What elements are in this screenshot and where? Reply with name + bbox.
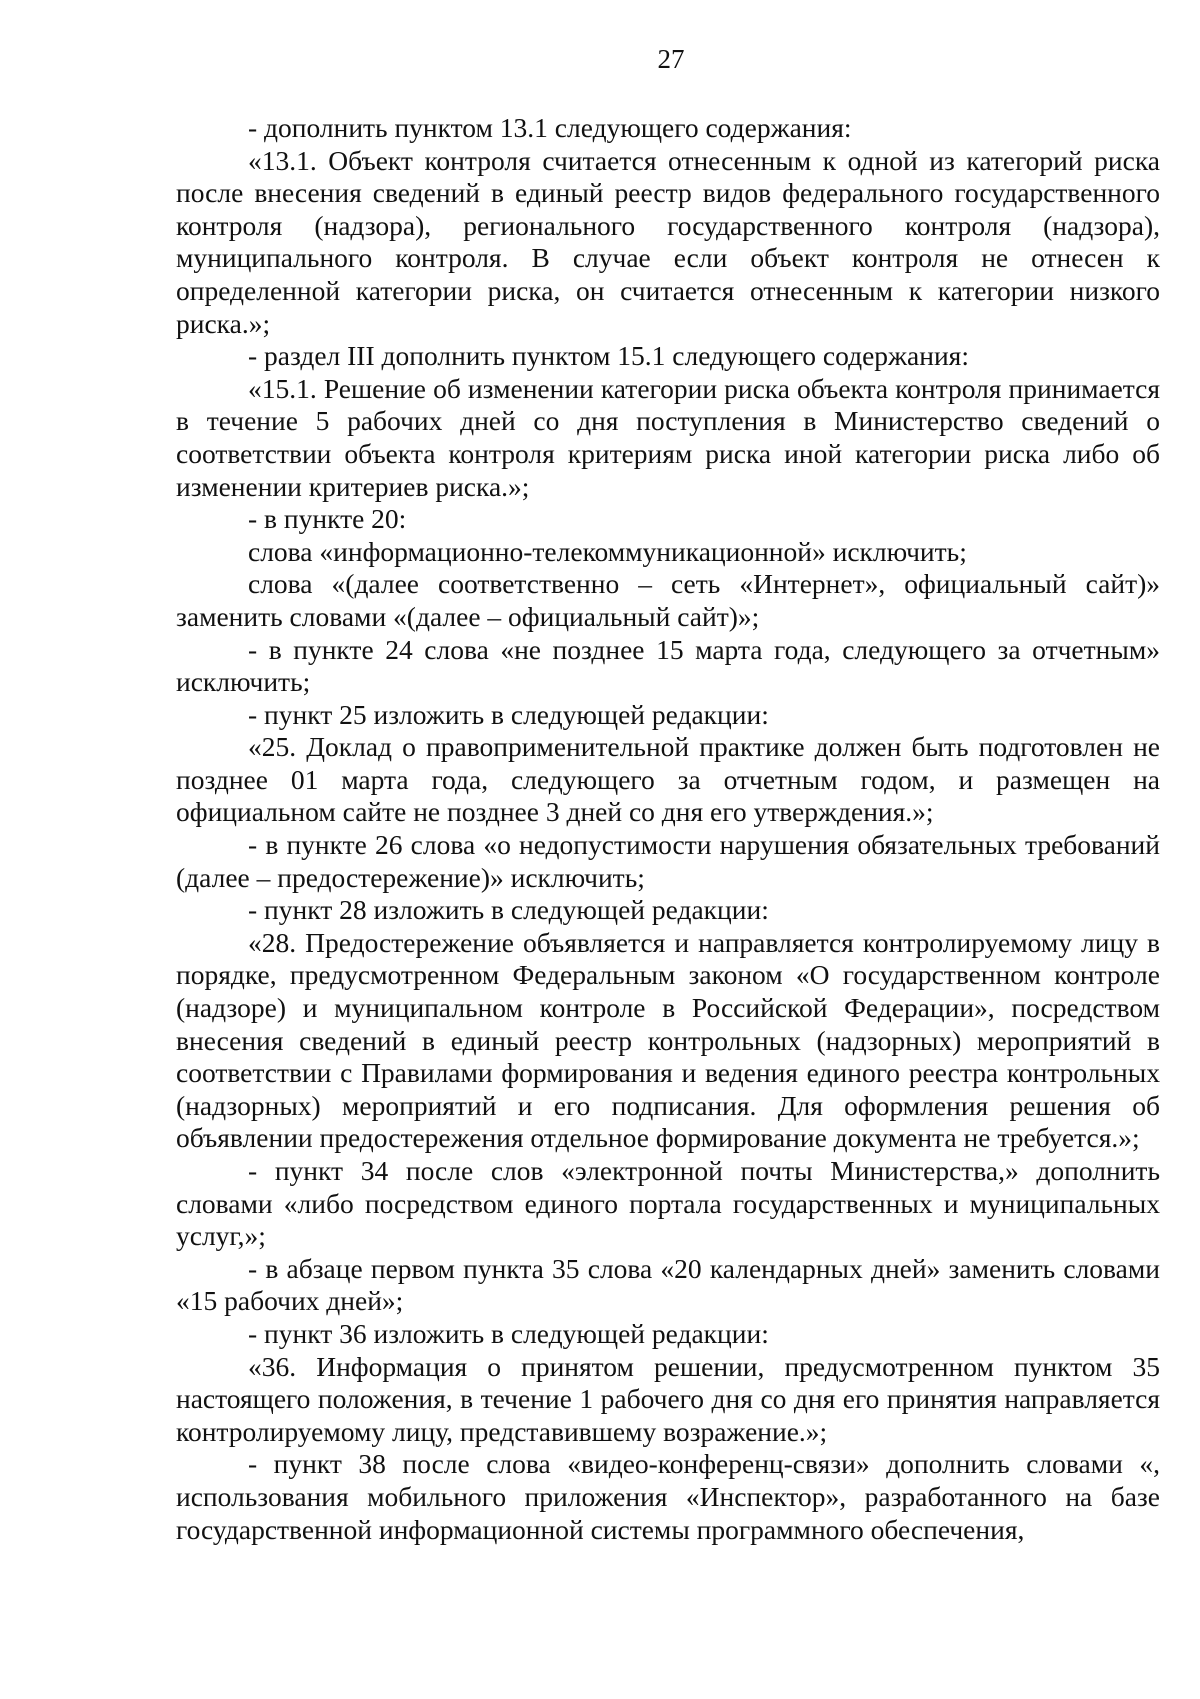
paragraph-15-1-text: «15.1. Решение об изменении категории риска объекта контроля принимается в течение 5 рабочих дней со дня поступления в Министерство сведений о соответствии объекта контроля критериям риска иной категории риска либо об изменении критериев риска.»;	[176, 372, 1160, 502]
paragraph-item-13-1: - дополнить пунктом 13.1 следующего содержания:	[248, 112, 852, 143]
paragraph-25-text: «25. Доклад о правоприменительной практике должен быть подготовлен не позднее 01 марта года, следующего за отчетным годом, и размещен на официальном сайте не позднее 3 дней со дня его утверждения.»;	[176, 731, 1160, 828]
paragraph-36-text: «36. Информация о принятом решении, предусмотренном пунктом 35 настоящего положения, в течение 1 рабочего дня со дня его принятия направляется контролируемому лицу, представившему возражение.»;	[176, 1350, 1160, 1447]
document-body	[176, 112, 1160, 1546]
paragraph-28-text: «28. Предостережение объявляется и направляется контролируемому лицу в порядке, предусмотренном Федеральным законом «О государственном контроле (надзоре) и муниципальном контроле в Российской Федерации», посредством внесения сведений в единый реестр контрольных (надзорных) мероприятий в соответствии с Правилами формирования и ведения единого реестра контрольных (надзорных) мероприятий и его подписания. Для оформления решения об объявлении предостережения отдельное формирование документа не требуется.»;	[176, 926, 1160, 1154]
paragraph-item-20-words-1: слова «информационно-телекоммуникационной» исключить;	[248, 535, 967, 567]
paragraph-item-15-1: - раздел III дополнить пунктом 15.1 следующего содержания:	[248, 340, 969, 372]
paragraph-item-35: - в абзаце первом пункта 35 слова «20 календарных дней» заменить словами «15 рабочих дней»;	[176, 1252, 1160, 1317]
paragraph-item-24: - в пункте 24 слова «не позднее 15 марта года, следующего за отчетным» исключить;	[176, 633, 1160, 698]
paragraph-item-26: - в пункте 26 слова «о недопустимости нарушения обязательных требований (далее – предостережение)» исключить;	[176, 829, 1160, 893]
paragraph-item-38: - пункт 38 после слова «видео-конференц-связи» дополнить словами «, использования мобильного приложения «Инспектор», разработанного на базе государственной информационной системы программного обеспечения,	[176, 1448, 1160, 1545]
paragraph-item-20-words-2: слова «(далее соответственно – сеть «Интернет», официальный сайт)» заменить словами «(далее – официальный сайт)»;	[176, 568, 1160, 632]
paragraph-item-25: - пункт 25 изложить в следующей редакции:	[248, 698, 769, 730]
paragraph-item-28: - пункт 28 изложить в следующей редакции:	[248, 894, 769, 926]
paragraph-13-1-text: «13.1. Объект контроля считается отнесенным к одной из категорий риска после внесения сведений в единый реестр видов федерального государственного контроля (надзора), регионального государственного контроля (надзора), муниципального контроля. В случае если объект контроля не отнесен к определенной категории риска, он считается отнесенным к категории низкого риска.»;	[176, 144, 1160, 339]
paragraph-item-36: - пункт 36 изложить в следующей редакции:	[248, 1317, 769, 1349]
paragraph-item-34: - пункт 34 после слов «электронной почты Министерства,» дополнить словами «либо посредством единого портала государственных и муниципальных услуг,»;	[176, 1155, 1160, 1252]
page-number: 27	[657, 44, 685, 74]
paragraph-item-20: - в пункте 20:	[248, 503, 407, 535]
